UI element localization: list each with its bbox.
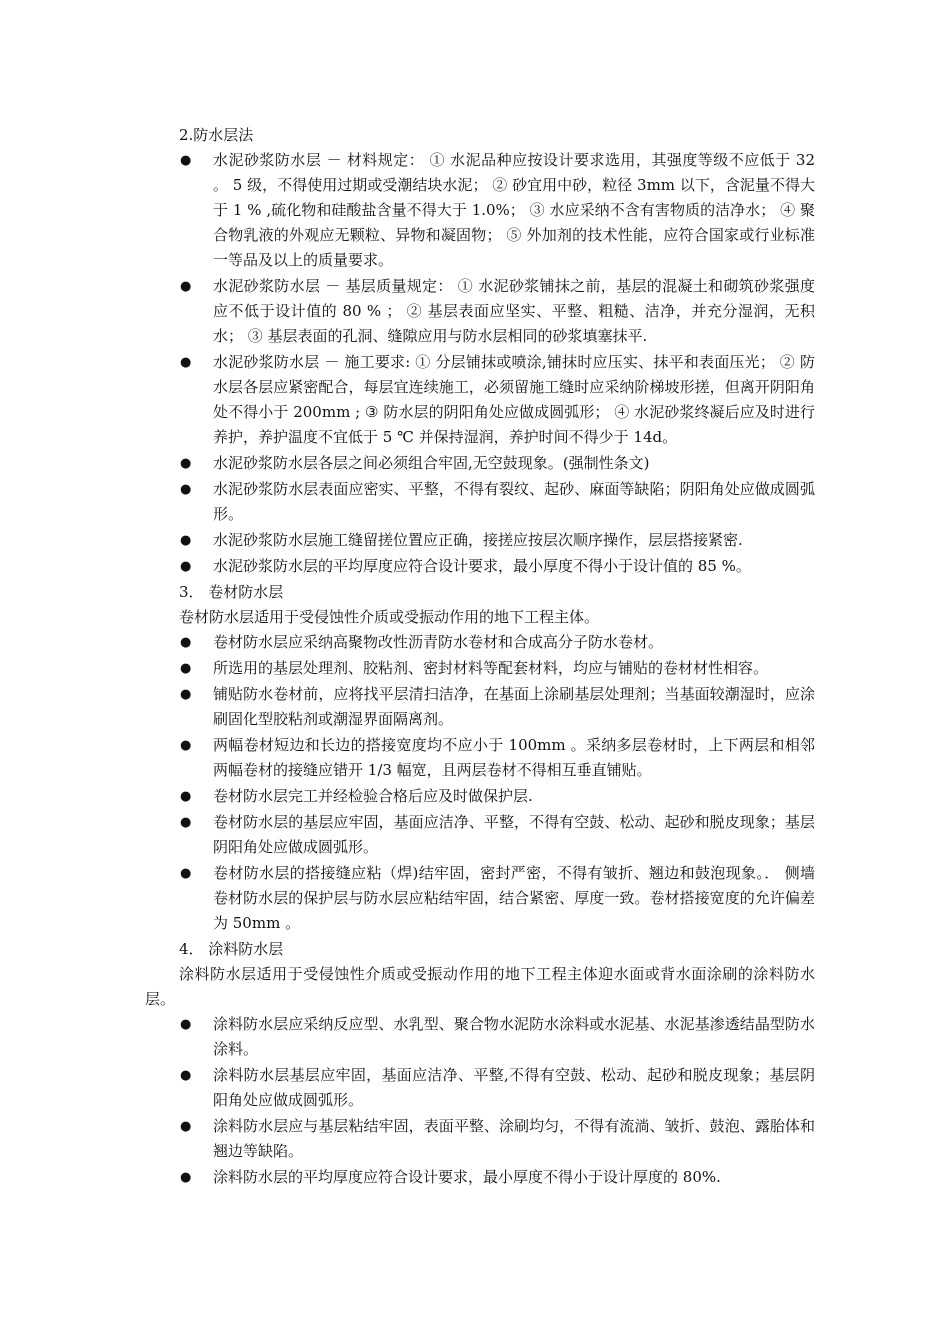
list-item-text: 水泥砂浆防水层 － 材料规定： ① 水泥品种应按设计要求选用，其强度等级不应低于 32 。 5 级，不得使用过期或受潮结块水泥； ② 砂宜用中砂，粒径 3mm 以下，含泥量不得大于 1 % ,硫化物和硅酸盐含量不得大于 1.0%； ③ 水应采纳不含有害物质的洁净水； ④ 聚合物乳液的外观应无颗粒、异物和凝固物； ⑤ 外加剂的技术性能，应符合国家或行业标准一等品及以上的质量要求。	[213, 151, 815, 269]
bullet-icon: ●	[180, 482, 192, 497]
list-item-text: 涂料防水层基层应牢固，基面应洁净、平整,不得有空鼓、松动、起砂和脱皮现象；基层阴阳角处应做成圆弧形。	[213, 1066, 815, 1109]
bullet-icon: ●	[180, 866, 192, 881]
list-item	[145, 451, 815, 476]
list-item	[145, 630, 815, 655]
list-item-text: 水泥砂浆防水层 － 基层质量规定： ① 水泥砂浆铺抹之前，基层的混凝土和砌筑砂浆强度应不低于设计值的 80 % ； ② 基层表面应坚实、平整、粗糙、洁净，并充分湿润，无积水； ③ 基层表面的孔洞、缝隙应用与防水层相同的砂浆填塞抹平.	[213, 277, 815, 345]
list-item	[145, 810, 815, 860]
bullet-icon: ●	[180, 1017, 192, 1032]
list-item	[145, 784, 815, 809]
bullet-icon: ●	[180, 687, 192, 702]
bullet-icon: ●	[180, 1170, 192, 1185]
section-heading: 4． 涂料防水层	[179, 940, 284, 958]
list-item	[145, 528, 815, 553]
bullet-list	[145, 1012, 815, 1190]
list-item	[145, 1114, 815, 1164]
bullet-icon: ●	[180, 815, 192, 830]
list-item-text: 涂料防水层应与基层粘结牢固，表面平整、涂刷均匀，不得有流淌、皱折、鼓泡、露胎体和翘边等缺陷。	[213, 1117, 815, 1160]
list-item	[145, 1165, 815, 1190]
bullet-icon: ●	[180, 279, 192, 294]
list-item	[145, 274, 815, 349]
list-item	[145, 733, 815, 783]
bullet-icon: ●	[180, 533, 192, 548]
list-item-text: 铺贴防水卷材前，应将找平层清扫洁净，在基面上涂刷基层处理剂；当基面较潮湿时，应涂刷固化型胶粘剂或潮湿界面隔离剂。	[213, 685, 815, 728]
bullet-icon: ●	[180, 355, 192, 370]
list-item-text: 水泥砂浆防水层表面应密实、平整，不得有裂纹、起砂、麻面等缺陷；阴阳角处应做成圆弧形。	[213, 480, 815, 523]
section-intro: 涂料防水层适用于受侵蚀性介质或受振动作用的地下工程主体迎水面或背水面涂刷的涂料防水层。	[145, 965, 815, 1008]
bullet-icon: ●	[180, 1119, 192, 1134]
bullet-icon: ●	[180, 456, 192, 471]
list-item	[145, 148, 815, 273]
list-item-text: 涂料防水层应采纳反应型、水乳型、聚合物水泥防水涂料或水泥基、水泥基渗透结晶型防水涂料。	[213, 1015, 815, 1058]
bullet-icon: ●	[180, 789, 192, 804]
list-item-text: 卷材防水层的基层应牢固，基面应洁净、平整，不得有空鼓、松动、起砂和脱皮现象；基层阴阳角处应做成圆弧形。	[213, 813, 815, 856]
list-item-text: 水泥砂浆防水层的平均厚度应符合设计要求，最小厚度不得小于设计值的 85 %。	[213, 557, 751, 575]
list-item	[145, 350, 815, 450]
bullet-icon: ●	[180, 153, 192, 168]
list-item-text: 卷材防水层完工并经检验合格后应及时做保护层.	[213, 787, 533, 805]
list-item	[145, 477, 815, 527]
list-item-text: 两幅卷材短边和长边的搭接宽度均不应小于 100mm 。采纳多层卷材时，上下两层和相邻两幅卷材的接缝应错开 1/3 幅宽，且两层卷材不得相互垂直铺贴。	[213, 736, 815, 779]
bullet-list	[145, 148, 815, 579]
section-heading: 2.防水层法	[179, 126, 254, 144]
bullet-icon: ●	[180, 635, 192, 650]
bullet-icon: ●	[180, 559, 192, 574]
section-intro: 卷材防水层适用于受侵蚀性介质或受振动作用的地下工程主体。	[179, 608, 600, 626]
list-item	[145, 656, 815, 681]
list-item	[145, 1012, 815, 1062]
list-item-text: 涂料防水层的平均厚度应符合设计要求，最小厚度不得小于设计厚度的 80%.	[213, 1168, 721, 1186]
list-item-text: 卷材防水层的搭接缝应粘（焊)结牢固，密封严密，不得有皱折、翘边和鼓泡现象。． 侧墙卷材防水层的保护层与防水层应粘结牢固，结合紧密、厚度一致。卷材搭接宽度的允许偏差为 50mm 。	[213, 864, 815, 932]
list-item	[145, 554, 815, 579]
section-heading: 3． 卷材防水层	[179, 583, 284, 601]
bullet-list	[145, 630, 815, 936]
list-item-text: 卷材防水层应采纳高聚物改性沥青防水卷材和合成高分子防水卷材。	[213, 633, 664, 651]
list-item-text: 水泥砂浆防水层 － 施工要求: ① 分层铺抹或喷涂,铺抹时应压实、抹平和表面压光； ② 防水层各层应紧密配合，每层宜连续施工，必须留施工缝时应采纳阶梯坡形搓，但离开阴阳角处不得小于 200mm ; ③ 防水层的阴阳角处应做成圆弧形； ④ 水泥砂浆终凝后应及时进行养护，养护温度不宜低于 5 ℃ 并保持湿润，养护时间不得少于 14d。	[213, 353, 815, 446]
bullet-icon: ●	[180, 661, 192, 676]
list-item	[145, 861, 815, 936]
list-item-text: 水泥砂浆防水层各层之间必须组合牢固,无空鼓现象。(强制性条文)	[213, 454, 650, 472]
bullet-icon: ●	[180, 1068, 192, 1083]
bullet-icon: ●	[180, 738, 192, 753]
list-item	[145, 1063, 815, 1113]
list-item-text: 所选用的基层处理剂、胶粘剂、密封材料等配套材料，均应与铺贴的卷材材性相容。	[213, 659, 769, 677]
document-body	[145, 123, 815, 1191]
list-item	[145, 682, 815, 732]
list-item-text: 水泥砂浆防水层施工缝留搓位置应正确，接搓应按层次顺序操作，层层搭接紧密.	[213, 531, 743, 549]
